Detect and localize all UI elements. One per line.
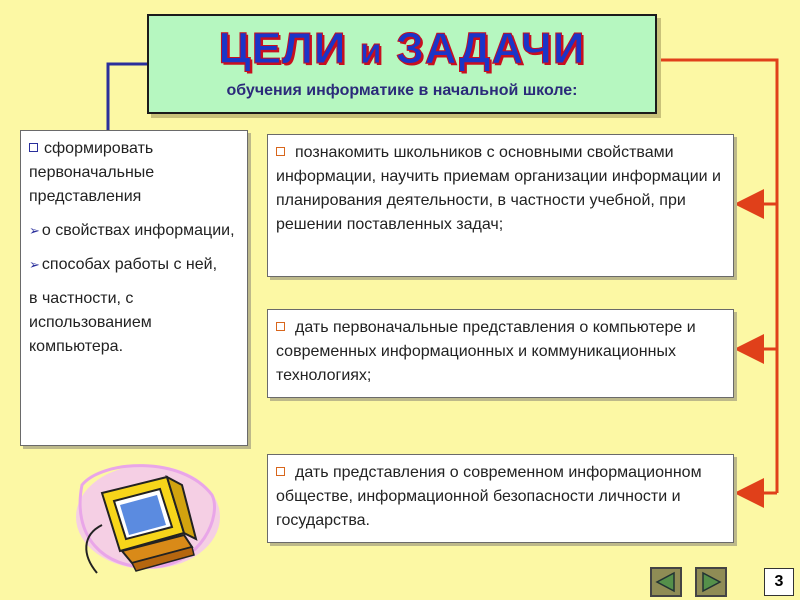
page-subtitle: обучения информатике в начальной школе:	[226, 82, 578, 99]
next-slide-button[interactable]	[695, 567, 727, 597]
goal-box-3	[267, 454, 734, 543]
page-number: 3	[764, 568, 794, 596]
computer-clipart-icon	[62, 455, 222, 585]
goal-box-1-text: познакомить школьников с основными свойствами информации, научить приемам организации информации и планирования деятельности, в частности учебной, при решении поставленных задач;	[276, 144, 721, 233]
left-item-1-text: сформировать первоначальные представления	[29, 140, 155, 205]
left-item-3	[29, 253, 239, 277]
left-goal-box	[20, 130, 248, 446]
left-item-2	[29, 219, 239, 243]
title-part2: и	[359, 30, 383, 71]
square-bullet-icon	[276, 147, 285, 156]
page-title	[149, 24, 655, 74]
goal-box-2	[267, 309, 734, 398]
left-connector-line	[108, 64, 147, 130]
triangle-right-icon	[697, 569, 725, 595]
arrow-bullet-icon: ➢	[29, 257, 40, 272]
goal-box-3-text: дать представления о современном информационном обществе, информационной безопасности личности и государства.	[276, 464, 702, 529]
arrow-bullet-icon: ➢	[29, 223, 40, 238]
left-item-4-text: в частности, с использованием компьютера.	[29, 290, 152, 355]
title-part1: ЦЕЛИ	[218, 24, 347, 73]
header-panel	[147, 14, 657, 114]
goal-box-2-text: дать первоначальные представления о компьютере и современных информационных и коммуникационных технологиях;	[276, 319, 696, 384]
left-item-4	[29, 287, 239, 359]
left-item-1	[29, 137, 239, 209]
square-bullet-icon	[276, 322, 285, 331]
square-bullet-icon	[29, 143, 38, 152]
square-bullet-icon	[276, 467, 285, 476]
goal-box-1	[267, 134, 734, 277]
triangle-left-icon	[652, 569, 680, 595]
left-item-2-text: о свойствах информации,	[41, 222, 235, 239]
left-item-3-text: способах работы с ней,	[41, 256, 218, 273]
prev-slide-button[interactable]	[650, 567, 682, 597]
title-part3: ЗАДАЧИ	[396, 24, 586, 73]
